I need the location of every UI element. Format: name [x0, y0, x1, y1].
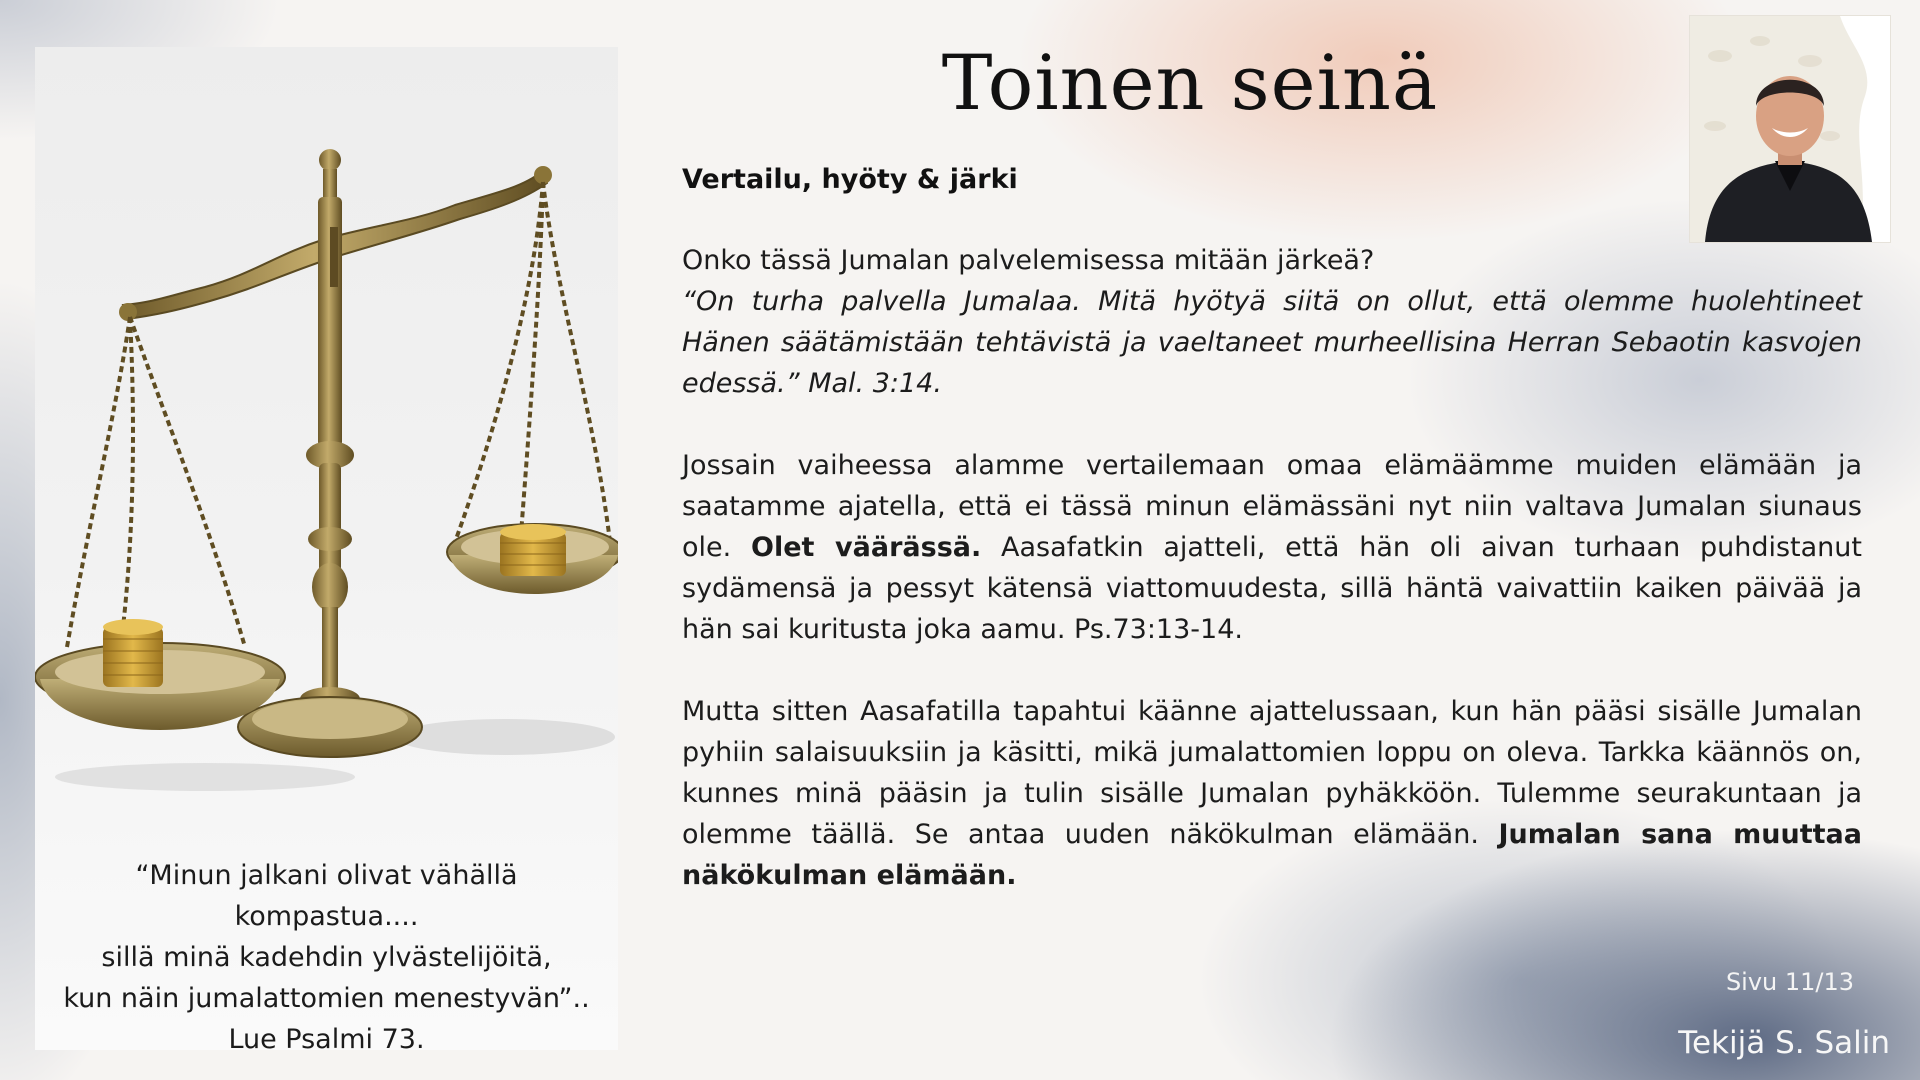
quote-reference: Lue Psalmi 73. [228, 1024, 425, 1055]
quote-line: kun näin jumalattomien menestyvän”.. [63, 983, 590, 1014]
malachi-quote: “On turha palvella Jumalaa. Mitä hyötyä siitä on ollut, että olemme huolehtineet Hänen säätämistään tehtävistä ja vaeltaneet murheellisina Herran Sebaotin kasvojen edessä.” Mal. 3:14. [682, 286, 1862, 399]
balance-scale-image [35, 87, 618, 827]
paragraph-text: Mutta sitten Aasafatilla tapahtui käänne ajattelussaan, kun hän pääsi sisälle Jumalan pyhiin salaisuuksiin ja käsitti, mikä jumalattomien loppu on oleva. Tarkka käännös on, kunnes minä pääsin ja tulin sisälle Jumalan pyhäkköön. Tulemme seurakuntaan ja olemme täällä. Se antaa uuden näkökulman elämään. [682, 696, 1862, 850]
quote-line: kompastua.... [234, 901, 419, 932]
paragraph-text: Aasafatkin ajatteli, että hän oli aivan turhaan puhdistanut sydämensä ja pessyt kätensä viattomuudesta, sillä häntä vaivattiin kaiken päivää ja hän sai kuritusta joka aamu. Ps.73:13-14. [682, 532, 1862, 645]
coin-stack-left [103, 619, 163, 687]
paragraph-comparison [682, 445, 1862, 650]
paragraph-turning-point [682, 691, 1862, 896]
emphasis-text: Olet väärässä. [751, 532, 982, 563]
scale-image-panel [35, 47, 618, 1055]
paragraph-question [682, 240, 1862, 404]
emphasis-text: Jumalan sana muuttaa näkökulman elämään. [682, 819, 1862, 891]
paragraph-text: Jossain vaiheessa alamme vertailemaan omaa elämäämme muiden elämään ja saatamme ajatella, että ei tässä minun elämässäni nyt niin valtava Jumalan siunaus ole. [682, 450, 1862, 563]
psalm-quote [35, 855, 618, 1060]
question-text: Onko tässä Jumalan palvelemisessa mitään järkeä? [682, 245, 1375, 276]
quote-line: sillä minä kadehdin ylvästelijöitä, [101, 942, 552, 973]
page-title: Toinen seinä [941, 38, 1439, 127]
main-content [682, 160, 1862, 896]
page-number: Sivu 11/13 [1725, 968, 1855, 996]
quote-line: “Minun jalkani olivat vähällä [135, 860, 518, 891]
coin-stack-right [500, 524, 566, 576]
section-subtitle: Vertailu, hyöty & järki [682, 164, 1018, 195]
author-credit: Tekijä S. Salin [1678, 1025, 1890, 1061]
